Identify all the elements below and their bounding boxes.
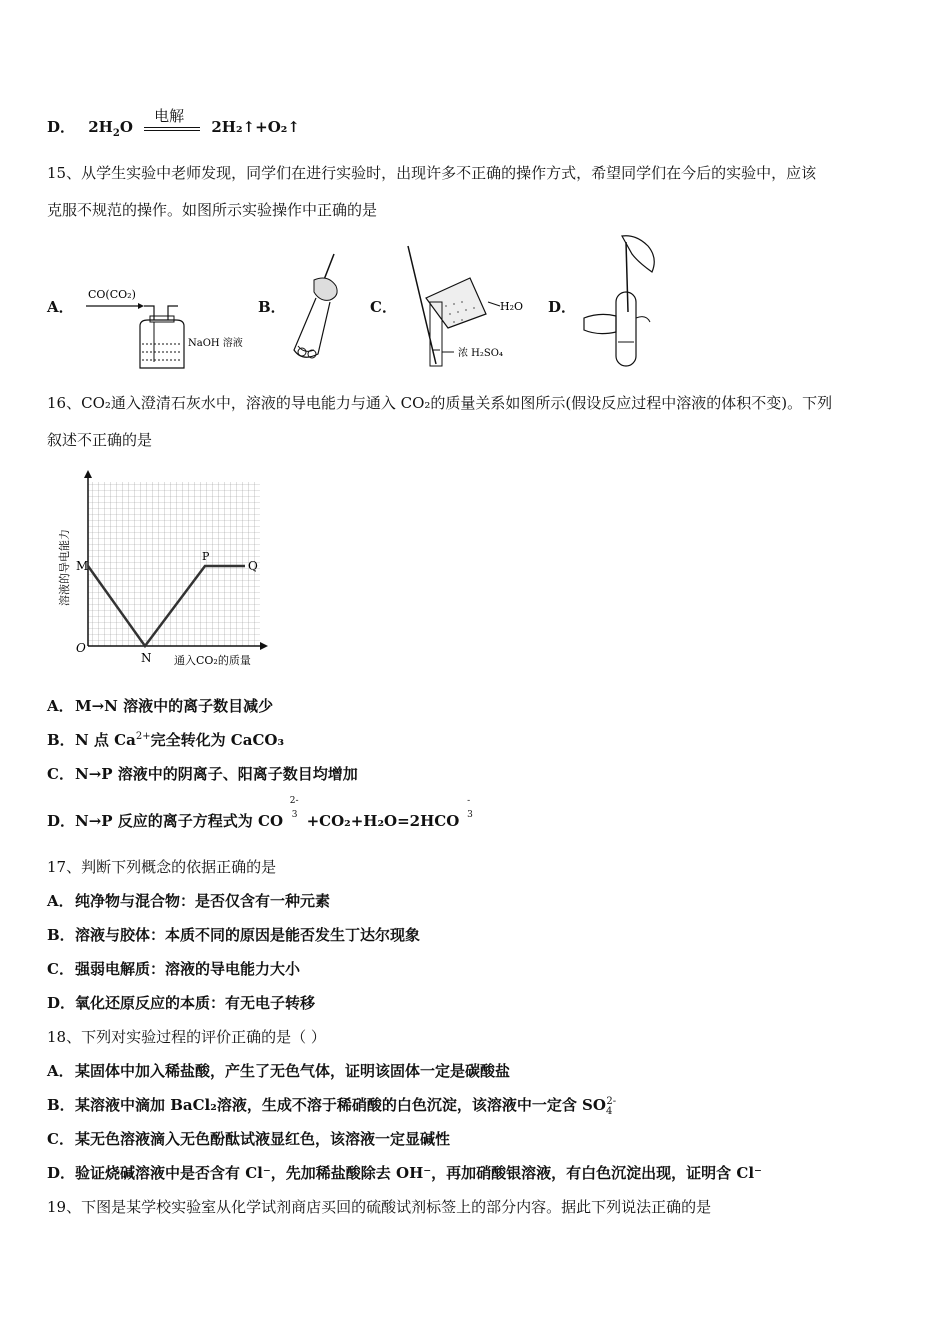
q18-option-a: A．某固体中加入稀盐酸，产生了无色气体，证明该固体一定是碳酸盐 <box>47 1062 511 1080</box>
reaction-condition: 电解 <box>154 107 185 125</box>
q18-stem: 18、下列对实验过程的评价正确的是（ ） <box>47 1028 326 1046</box>
point-m-label: M <box>76 559 89 573</box>
reaction-arrow <box>144 107 200 131</box>
q15-option-d-label: D． <box>548 298 577 316</box>
q17-stem: 17、判断下列概念的依据正确的是 <box>47 858 277 876</box>
origin-label: O <box>76 641 86 655</box>
option-letter: C． <box>47 765 74 783</box>
figA-gas-label: CO(CO₂) <box>88 288 136 301</box>
q18-option-b: B．某溶液中滴加 BaCl₂溶液，生成不溶于稀硝酸的白色沉淀，该溶液中一定含 $SO_4^{2-}$ <box>47 1096 617 1117</box>
figA-liquid-label: NaOH 溶液 <box>188 338 243 349</box>
point-n-label: N <box>141 651 152 665</box>
point-p-label: P <box>202 550 210 563</box>
q17-option-c: C．强弱电解质：溶液的导电能力大小 <box>47 960 301 978</box>
x-axis-label: 通入CO₂的质量 <box>174 654 251 667</box>
option-letter: A． <box>47 697 74 715</box>
q15-figure-d <box>576 232 676 372</box>
point-q-label: Q <box>248 559 258 573</box>
q15-stem-line1: 15、从学生实验中老师发现，同学们在进行实验时，出现许多不正确的操作方式，希望同学们在今后的实验中，应该 <box>47 164 817 182</box>
q16-chart <box>50 466 280 676</box>
q15-option-c-label: C． <box>370 298 397 316</box>
y-axis-label: 溶液的导电能力 <box>58 529 71 606</box>
q16-stem-line1: 16、CO₂通入澄清石灰水中，溶液的导电能力与通入 CO₂的质量关系如图所示(假设反应过程中溶液的体积不变)。下列 <box>47 394 833 412</box>
q16-option-d: D．N→P 反应的离子方程式为 CO 2- 3 +CO₂+H₂O=2HCO - 3 <box>47 796 473 830</box>
q17-option-d: D．氧化还原反应的本质：有无电子转移 <box>47 994 316 1012</box>
equation-lhs: $2H_2O$ <box>88 118 133 139</box>
q16-option-a: A．M→N 溶液中的离子数目减少 <box>47 697 274 715</box>
q15-option-b-label: B． <box>258 298 286 316</box>
q17-option-b: B．溶液与胶体：本质不同的原因是能否发生丁达尔现象 <box>47 926 421 944</box>
option-letter: B． <box>47 731 75 749</box>
q16-stem-line2: 叙述不正确的是 <box>47 431 153 449</box>
q15-stem-line2: 克服不规范的操作。如图所示实验操作中正确的是 <box>47 201 378 219</box>
q18-option-c: C．某无色溶液滴入无色酚酞试液显红色，该溶液一定显碱性 <box>47 1130 451 1148</box>
option-letter: D． <box>47 118 76 136</box>
q16-option-c: C．N→P 溶液中的阴离子、阳离子数目均增加 <box>47 765 358 783</box>
figC-acid-label: 浓 H₂SO₄ <box>458 348 503 359</box>
q15-figure-c <box>396 240 536 372</box>
q15-option-a-label: A． <box>47 298 74 316</box>
q14-option-d <box>47 107 300 139</box>
q15-figure-a <box>80 284 243 374</box>
equation-rhs: 2H₂↑+O₂↑ <box>211 118 300 136</box>
q15-figure-b <box>284 250 354 370</box>
q17-option-a: A．纯净物与混合物：是否仅含有一种元素 <box>47 892 331 910</box>
chart-grid <box>88 482 260 646</box>
q16-option-b: B．N 点 $Ca^{2+}$完全转化为 CaCO₃ <box>47 731 285 749</box>
option-letter: D． <box>47 812 76 830</box>
figC-water-label: H₂O <box>500 300 524 313</box>
q18-option-d: D．验证烧碱溶液中是否含有 Cl⁻，先加稀盐酸除去 OH⁻，再加硝酸银溶液，有白色沉淀出现，证明含 Cl⁻ <box>47 1164 762 1182</box>
q19-stem: 19、下图是某学校实验室从化学试剂商店买回的硫酸试剂标签上的部分内容。据此下列说法正确的是 <box>47 1198 712 1216</box>
